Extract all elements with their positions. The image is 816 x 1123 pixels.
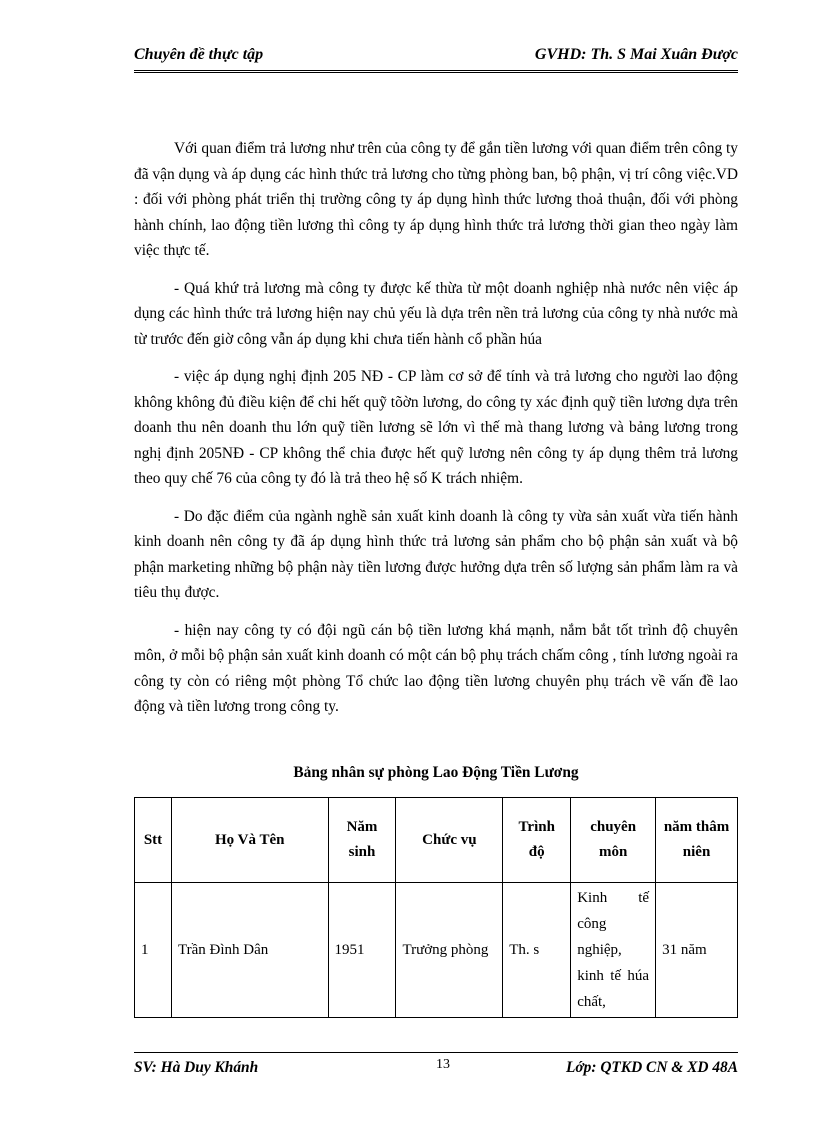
header-specialty: chuyên môn — [571, 798, 656, 883]
paragraph: - Quá khứ trả lương mà công ty được kế thừa từ một doanh nghiệp nhà nước nên việc áp dụng các hình thức trả lương hiện nay chủ yếu là dựa trên nền trả lương của công ty nhà nước mà từ trước đến giờ công vẫn áp dụng khi chưa tiến hành cổ phần húa — [134, 279, 738, 348]
header-name: Họ Và Tên — [171, 798, 328, 883]
header-position: Chức vụ — [396, 798, 503, 883]
footer-student: SV: Hà Duy Khánh — [134, 1059, 259, 1076]
cell-name: Trần Đình Dân — [171, 883, 328, 1018]
paragraph: - hiện nay công ty có đội ngũ cán bộ tiền lương khá mạnh, nắm bắt tốt trình độ chuyên môn, ở mỗi bộ phận sản xuất kinh doanh có một cán bộ phụ trách chấm công , tính lương ngoài ra công ty còn có riêng một phòng Tổ chức lao động tiền lương chuyên phụ trách về vấn đề lao động và tiền lương trong công ty. — [134, 621, 738, 715]
paragraph: - Do đặc điểm của ngành nghề sản xuất kinh doanh là công ty vừa sản xuất vừa tiến hành kinh doanh nên công ty đã áp dụng hình thức trả lương sản phẩm cho bộ phận sản xuất và bộ phận marketing những bộ phận này tiền lương được hưởng dựa trên số lượng sản phẩm làm ra và tiêu thụ được. — [134, 507, 738, 601]
table-row — [135, 883, 738, 1018]
header-title: Chuyên đề thực tập — [134, 46, 264, 63]
cell-level: Th. s — [503, 883, 571, 1018]
table-header-row — [135, 798, 738, 883]
page-header — [134, 44, 738, 73]
paragraph: Với quan điểm trả lương như trên của công ty để gắn tiền lương với quan điểm trên công ty đã vận dụng và áp dụng các hình thức trả lương cho từng phòng ban, bộ phận, vị trí công việc.VD : đối với phòng phát triển thị trường công ty áp dụng hình thức lương thoả thuận, đối với phòng hành chính, lao động tiền lương thì công ty áp dụng hình thức trả lương thời gian theo ngày làm việc thực tế. — [134, 140, 738, 259]
cell-seniority: 31 năm — [656, 883, 738, 1018]
cell-specialty: Kinh tế công nghiệp, kinh tế húa chất, — [571, 883, 656, 1018]
header-level: Trình độ — [503, 798, 571, 883]
header-supervisor: GVHD: Th. S Mai Xuân Được — [534, 46, 738, 63]
cell-position: Trưởng phòng — [396, 883, 503, 1018]
body-text — [134, 136, 738, 732]
header-seniority: năm thâm niên — [656, 798, 738, 883]
paragraph: - việc áp dụng nghị định 205 NĐ - CP làm cơ sở để tính và trả lương cho người lao động không không đủ điều kiện để chi hết quỹ tõờn lương, do công ty xác định quỹ tiền lương dựa trên doanh thu nên doanh thu lớn quỹ tiền lương sẽ lớn vì thế mà thang lương và bảng lương trong nghị định 205NĐ - CP không thể chia được hết quỹ lương nên công ty áp dụng thêm trả lương theo quy chế 76 của công ty đó là trả theo hệ số K trách nhiệm. — [134, 368, 738, 487]
footer-class: Lớp: QTKD CN & XD 48A — [565, 1059, 738, 1076]
table-title: Bảng nhân sự phòng Lao Động Tiền Lương — [293, 764, 579, 781]
cell-stt: 1 — [135, 883, 172, 1018]
page-number: 13 — [436, 1057, 450, 1072]
page-footer — [134, 1052, 738, 1079]
cell-birth-year: 1951 — [328, 883, 396, 1018]
staff-table — [134, 797, 738, 1018]
header-birth-year: Năm sinh — [328, 798, 396, 883]
header-stt: Stt — [135, 798, 172, 883]
